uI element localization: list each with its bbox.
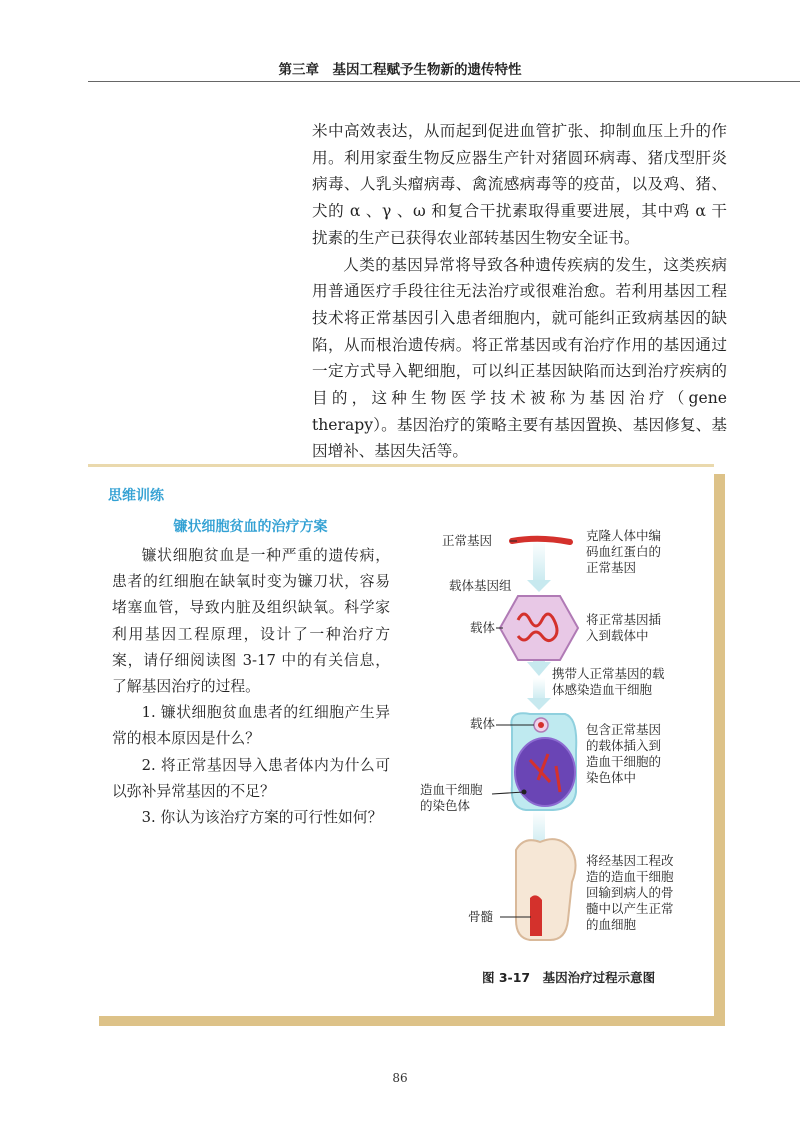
box-intro: 镰状细胞贫血是一种严重的遗传病，患者的红细胞在缺氧时变为镰刀状，容易堵塞血管，导致内脏及组织缺氧。科学家利用基因工程原理，设计了一种治疗方案，请仔细阅读图 3-17 中的有关信息，了解基因治疗的过程。 — [112, 547, 390, 696]
step2-line1: 将正常基因插 — [586, 612, 662, 627]
label-normal-gene: 正常基因 — [442, 533, 493, 548]
flow-arrows — [527, 540, 551, 860]
step2-line2: 入到载体中 — [586, 628, 649, 643]
main-body-text — [312, 118, 727, 465]
step1-line2: 码血红蛋白的 — [586, 544, 662, 559]
label-bone-marrow: 骨髓 — [468, 909, 494, 924]
step1-line1: 克隆人体中编 — [586, 528, 662, 543]
figure-caption: 图 3-17 基因治疗过程示意图 — [482, 970, 656, 985]
step4-line3: 造血干细胞的 — [586, 754, 662, 769]
normal-gene-strand — [512, 539, 570, 542]
step3-line1: 携带人正常基因的载 — [552, 666, 665, 681]
label-vector-2: 载体 — [470, 716, 496, 731]
box-label: 思维训练 — [108, 488, 164, 504]
step4-line2: 的载体插入到 — [586, 738, 662, 753]
step3-line2: 体感染造血干细胞 — [552, 682, 653, 697]
question-2: 2. 将正常基因导入患者体内为什么可以弥补异常基因的不足？ — [112, 756, 390, 800]
vector-in-cell-core — [538, 722, 544, 728]
step5-line3: 回输到病人的骨 — [586, 885, 674, 900]
question-3: 3. 你认为该治疗方案的可行性如何？ — [141, 809, 383, 827]
box-body-text — [112, 543, 390, 831]
paragraph-2: 人类的基因异常将导致各种遗传疾病的发生，这类疾病用普通医疗手段往往无法治疗或很难治愈。若利用基因工程技术将正常基因引入患者细胞内，就可能纠正致病基因的缺陷，从而根治遗传病。将正常基因或有治疗作用的基因通过一定方式导入靶细胞，可以纠正基因缺陷而达到治疗疾病的目的，这种生物医学技术被称为基因治疗（gene therapy）。基因治疗的策略主要有基因置换、基因修复、基因增补、基因失活等。 — [312, 255, 727, 461]
header-divider — [88, 81, 800, 82]
label-vector-genome: 载体基因组 — [449, 578, 512, 593]
stem-cell-nucleus — [515, 738, 575, 806]
question-1: 1. 镰状细胞贫血患者的红细胞产生异常的根本原因是什么？ — [112, 704, 390, 748]
step1-line3: 正常基因 — [586, 560, 637, 575]
label-stem-cell-line2: 的染色体 — [420, 798, 471, 813]
bone-illustration — [516, 839, 576, 940]
step4-line1: 包含正常基因 — [586, 722, 662, 737]
step5-line2: 造的造血干细胞 — [586, 869, 674, 884]
step5-line5: 的血细胞 — [586, 917, 637, 932]
vector-hexagon — [500, 596, 578, 660]
step5-line4: 髓中以产生正常 — [586, 901, 674, 916]
step5-line1: 将经基因工程改 — [586, 853, 674, 868]
box-title: 镰状细胞贫血的治疗方案 — [173, 519, 328, 535]
chapter-header: 第三章 基因工程赋予生物新的遗传特性 — [278, 62, 522, 78]
marrow-region — [530, 895, 542, 936]
page-number: 86 — [392, 1071, 408, 1085]
label-vector: 载体 — [470, 620, 496, 635]
label-stem-cell-line1: 造血干细胞 — [420, 782, 483, 797]
step4-line4: 染色体中 — [586, 770, 637, 785]
paragraph-1: 米中高效表达，从而起到促进血管扩张、抑制血压上升的作用。利用家蚕生物反应器生产针对猪圆环病毒、猪戊型肝炎病毒、人乳头瘤病毒、禽流感病毒等的疫苗，以及鸡、猪、犬的 α 、γ 、ω 和复合干扰素取得重要进展，其中鸡 α 干扰素的生产已获得农业部转基因生物安全证书。 — [312, 122, 727, 247]
